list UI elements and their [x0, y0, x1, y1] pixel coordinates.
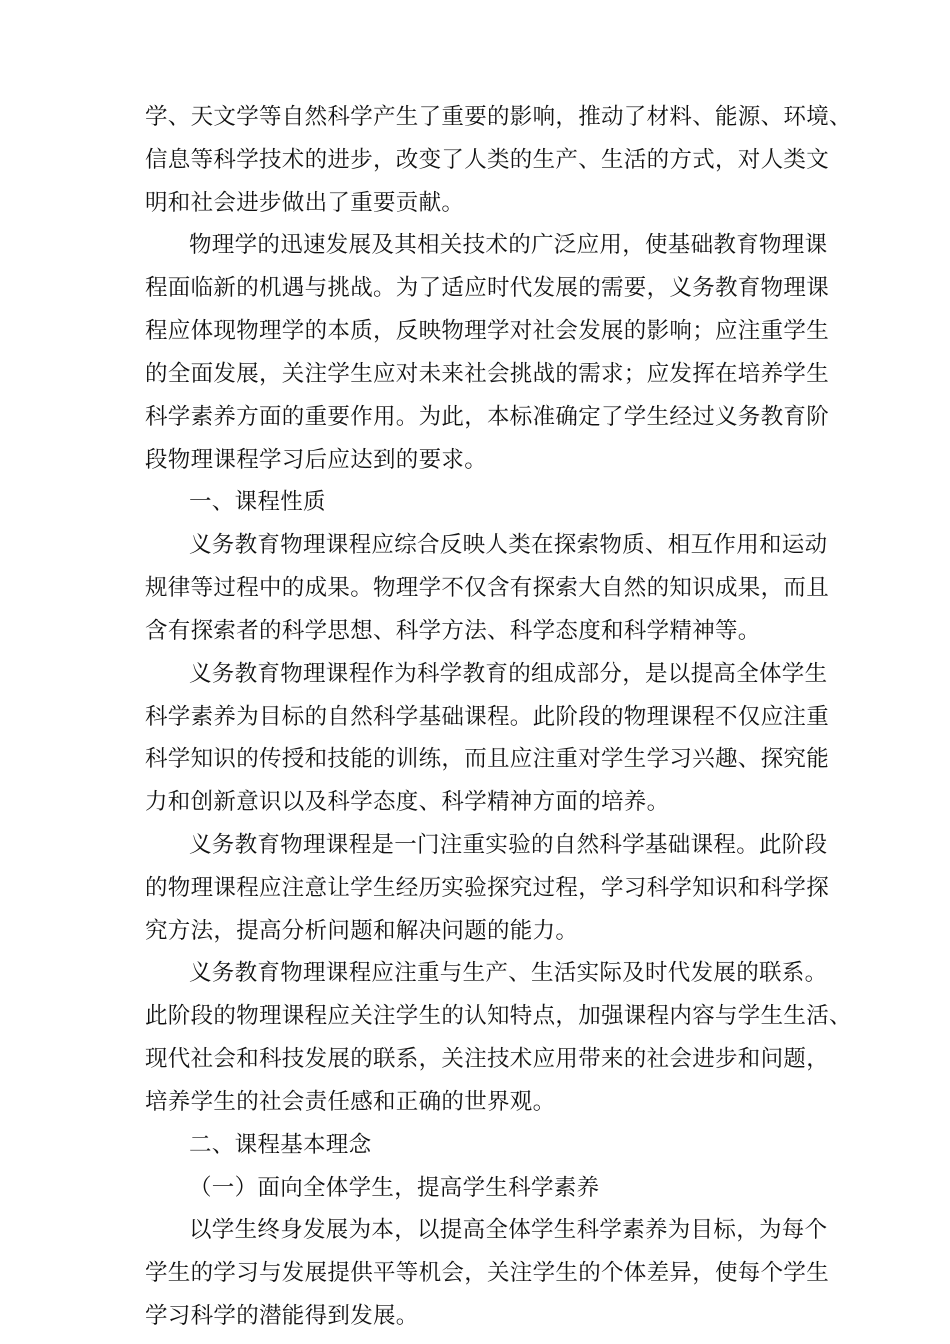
text-line: 科学知识的传授和技能的训练，而且应注重对学生学习兴趣、探究能: [145, 746, 830, 772]
text-line: 究方法，提高分析问题和解决问题的能力。: [145, 918, 579, 944]
text-line: 义务教育物理课程是一门注重实验的自然科学基础课程。此阶段: [189, 832, 828, 858]
text-line: 力和创新意识以及科学态度、科学精神方面的培养。: [145, 789, 670, 815]
text-line: 程面临新的机遇与挑战。为了适应时代发展的需要，义务教育物理课: [145, 275, 830, 301]
text-line: 含有探索者的科学思想、科学方法、科学态度和科学精神等。: [145, 618, 761, 644]
text-line: 现代社会和科技发展的联系，关注技术应用带来的社会进步和问题，: [145, 1046, 830, 1072]
text-line: 的物理课程应注意让学生经历实验探究过程，学习科学知识和科学探: [145, 875, 830, 901]
text-line-overflow: 学习科学的潜能得到发展。: [145, 1303, 419, 1329]
text-line: 此阶段的物理课程应关注学生的认知特点，加强课程内容与学生生活、: [145, 1003, 852, 1029]
text-line: 学生的学习与发展提供平等机会，关注学生的个体差异，使每个学生: [145, 1260, 830, 1286]
section-heading: 二、课程基本理念: [189, 1132, 372, 1158]
text-line: 义务教育物理课程作为科学教育的组成部分，是以提高全体学生: [189, 661, 828, 687]
text-line: 科学素养方面的重要作用。为此，本标准确定了学生经过义务教育阶: [145, 404, 830, 430]
text-line: 程应体现物理学的本质，反映物理学对社会发展的影响；应注重学生: [145, 318, 830, 344]
text-line: 义务教育物理课程应注重与生产、生活实际及时代发展的联系。: [189, 960, 828, 986]
text-line: 信息等科学技术的进步，改变了人类的生产、生活的方式，对人类文: [145, 147, 830, 173]
text-line: 学、天文学等自然科学产生了重要的影响，推动了材料、能源、环境、: [145, 104, 852, 130]
text-line: 规律等过程中的成果。物理学不仅含有探索大自然的知识成果，而且: [145, 575, 830, 601]
text-line: 以学生终身发展为本，以提高全体学生科学素养为目标，为每个: [189, 1217, 828, 1243]
text-line: 培养学生的社会责任感和正确的世界观。: [145, 1089, 556, 1115]
text-line: 义务教育物理课程应综合反映人类在探索物质、相互作用和运动: [189, 532, 828, 558]
text-line: 物理学的迅速发展及其相关技术的广泛应用，使基础教育物理课: [189, 232, 828, 258]
text-line: 的全面发展，关注学生应对未来社会挑战的需求；应发挥在培养学生: [145, 361, 830, 387]
section-heading: 一、课程性质: [189, 489, 326, 515]
text-line: 科学素养为目标的自然科学基础课程。此阶段的物理课程不仅应注重: [145, 704, 830, 730]
text-line: 段物理课程学习后应达到的要求。: [145, 447, 488, 473]
subsection-heading: （一）面向全体学生，提高学生科学素养: [189, 1175, 600, 1201]
text-line: 明和社会进步做出了重要贡献。: [145, 190, 465, 216]
